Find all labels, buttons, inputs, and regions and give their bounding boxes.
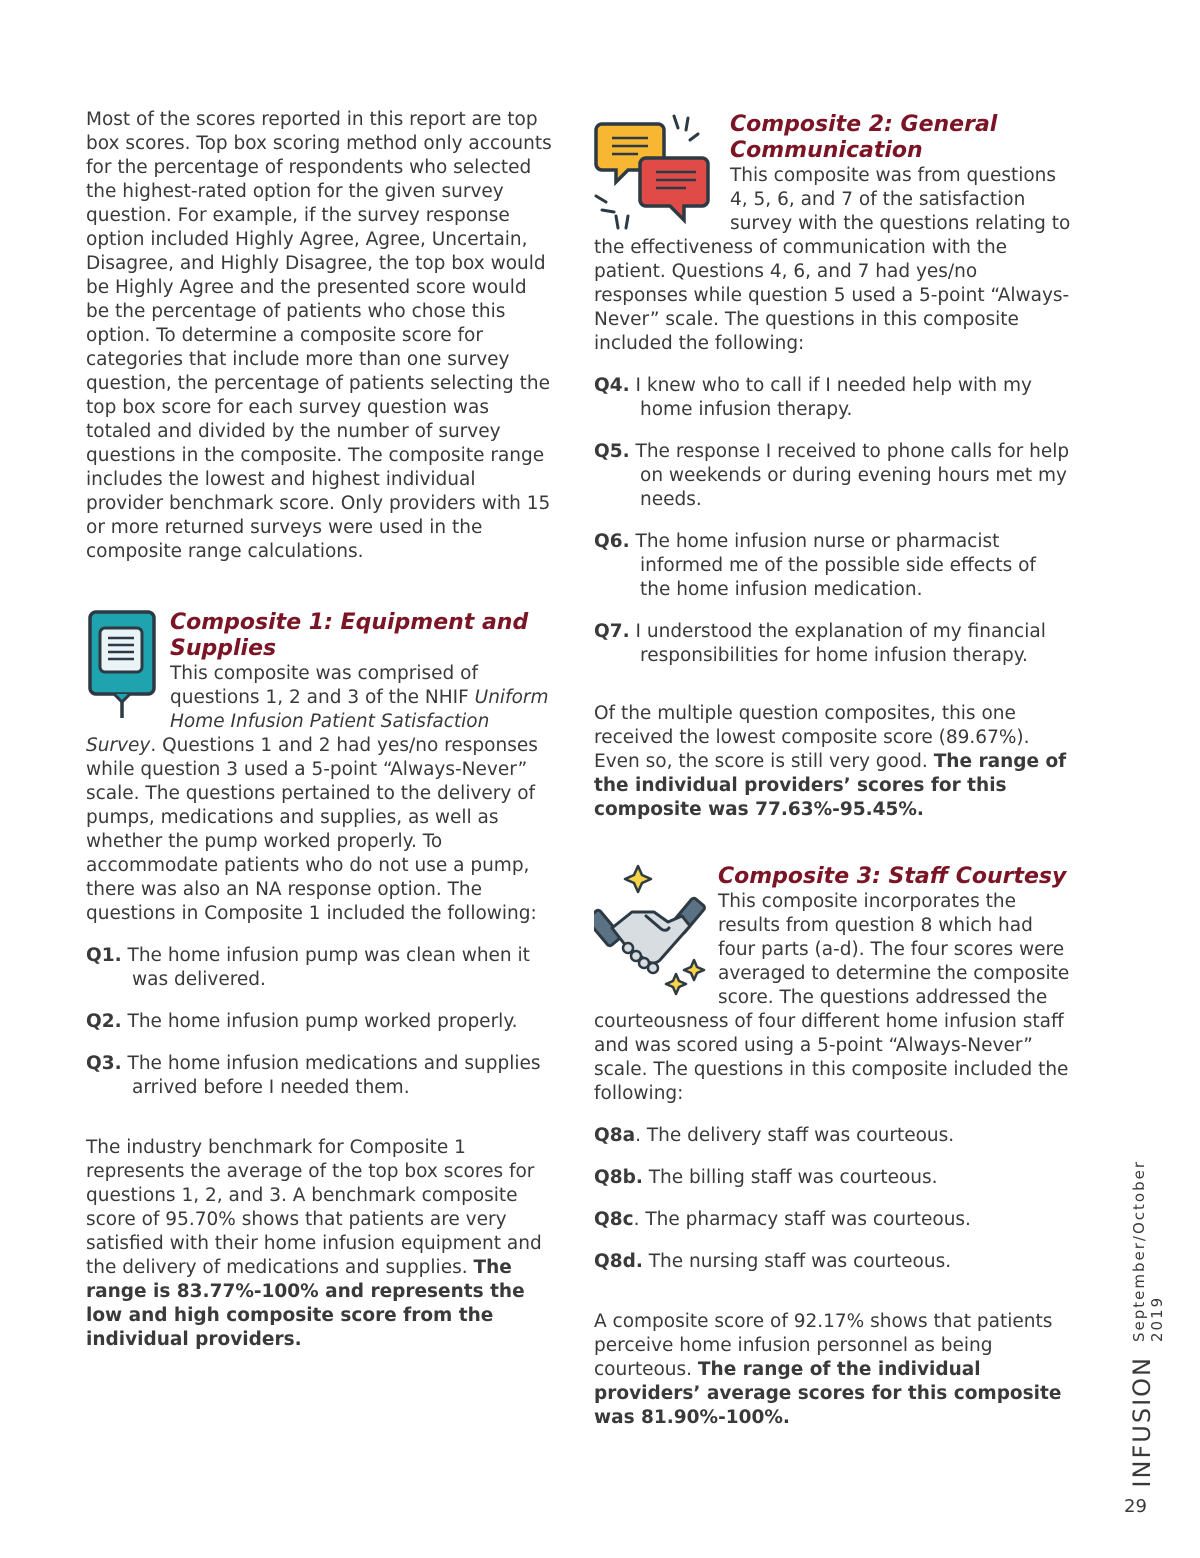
- composite-2-heading: Composite 2: General Communication: [730, 112, 998, 163]
- question-text: The home infusion pump worked properly.: [127, 1011, 518, 1032]
- question-item: [594, 1124, 1072, 1148]
- question-item: [86, 944, 554, 992]
- question-number: Q8a: [594, 1125, 636, 1146]
- question-number: Q8c: [594, 1209, 634, 1230]
- question-number: Q5.: [594, 441, 630, 462]
- question-item: [594, 1208, 1072, 1232]
- question-item: [594, 1166, 1072, 1190]
- right-column: [594, 112, 1072, 1430]
- question-item: [86, 1010, 554, 1034]
- composite-3-range: The range of the individual providers’ average scores for this composite was 81.90%-100%.: [594, 1359, 1062, 1428]
- handshake-icon: [594, 864, 710, 1004]
- composite-3-questions: [594, 1124, 1072, 1274]
- question-number: Q2.: [86, 1011, 122, 1032]
- composite-3-section: [594, 864, 1072, 1106]
- question-item: [594, 440, 1072, 512]
- question-number: Q8b.: [594, 1167, 643, 1188]
- composite-3-summary-text: A composite score of 92.17% shows that patients perceive home infusion personnel as being courteous.: [594, 1311, 1053, 1380]
- question-text: . The pharmacy staff was courteous.: [633, 1209, 971, 1230]
- question-item: [594, 530, 1072, 602]
- composite-1-range: The range is 83.77%-100% and represents the low and high composite score from the individual providers.: [86, 1257, 525, 1350]
- question-text: The home infusion medications and supplies arrived before I needed them.: [127, 1053, 541, 1098]
- composite-2-summary-text: Of the multiple question composites, this one received the lowest composite score (89.67%). Even so, the score is still very good.: [594, 703, 1030, 772]
- question-number: Q7.: [594, 621, 630, 642]
- iv-bag-icon: [86, 610, 158, 722]
- question-text: The nursing staff was courteous.: [642, 1251, 952, 1272]
- composite-3-summary: [594, 1310, 1072, 1430]
- question-item: [594, 374, 1072, 422]
- question-text: The home infusion pump was clean when it was delivered.: [127, 945, 530, 990]
- composite-3-heading: Composite 3: Staff Courtesy: [718, 864, 1067, 889]
- composite-3-description: This composite incorporates the results from question 8 which had four parts (a-d). The four scores were averaged to determine the composite score. The questions addressed the courteousness of four different home infusion staff and was scored using a 5-point “Always-Never” scale. The questions in this composite included the following:: [594, 891, 1070, 1104]
- question-number: Q6.: [594, 531, 630, 552]
- question-item: [594, 1250, 1072, 1274]
- composite-2-section: [594, 112, 1072, 356]
- left-column: [86, 108, 554, 1352]
- question-number: Q3.: [86, 1053, 122, 1074]
- question-number: Q4.: [594, 375, 630, 396]
- intro-paragraph: Most of the scores reported in this report are top box scores. Top box scoring method only accounts for the percentage of respondents who selected the highest-rated option for the given survey question. For example, if the survey response option included Highly Agree, Agree, Uncertain, Disagree, and Highly Disagree, the top box would be Highly Agree and the presented score would be the percentage of patients who chose this option. To determine a composite score for categories that include more than one survey question, the percentage of patients selecting the top box score for each survey question was totaled and divided by the number of survey questions in the composite. The composite range includes the lowest and highest individual provider benchmark score. Only providers with 15 or more returned surveys were used in the composite range calculations.: [86, 109, 552, 562]
- question-text: The billing staff was courteous.: [642, 1167, 938, 1188]
- question-text: The home infusion nurse or pharmacist informed me of the possible side effects of the home infusion medication.: [635, 531, 1036, 600]
- composite-1-summary: [86, 1136, 554, 1352]
- composite-2-description: This composite was from questions 4, 5, 6, and 7 of the satisfaction survey with the questions relating to the effectiveness of communication with the patient. Questions 4, 6, and 7 had yes/no responses while question 5 used a 5-point “Always-Never” scale. The questions in this composite included the following:: [594, 165, 1071, 354]
- question-text: . The delivery staff was courteous.: [635, 1125, 955, 1146]
- question-number: Q8d.: [594, 1251, 643, 1272]
- survey-name: Uniform Home Infusion Patient Satisfaction Survey: [86, 687, 549, 756]
- composite-1-text-b: . Questions 1 and 2 had yes/no responses while question 3 used a 5-point “Always-Never” scale. The questions pertained to the delivery of pumps, medications and supplies, as well as whether the pump worked properly. To accommodate patients who do not use a pump, there was also an NA response option. The questions in Composite 1 included the following:: [86, 735, 538, 924]
- chat-bubbles-icon: [594, 112, 722, 236]
- question-item: [86, 1052, 554, 1100]
- question-item: [594, 620, 1072, 668]
- composite-2-summary: [594, 702, 1072, 822]
- issue-date: September/October 2019: [1130, 1160, 1166, 1342]
- question-text: I knew who to call if I needed help with my home infusion therapy.: [635, 375, 1032, 420]
- question-number: Q1.: [86, 945, 122, 966]
- question-text: The response I received to phone calls for help on weekends or during evening hours met my needs.: [635, 441, 1070, 510]
- composite-2-questions: [594, 374, 1072, 668]
- page-number: 29: [1124, 1496, 1147, 1517]
- composite-2-range: The range of the individual providers’ scores for this composite was 77.63%-95.45%.: [594, 751, 1067, 820]
- composite-1-questions: [86, 944, 554, 1100]
- question-text: I understood the explanation of my financial responsibilities for home infusion therapy.: [635, 621, 1046, 666]
- composite-1-summary-text: The industry benchmark for Composite 1 represents the average of the top box scores for questions 1, 2, and 3. A benchmark composite score of 95.70% shows that patients are very satisfied with their home infusion equipment and the delivery of medications and supplies.: [86, 1137, 542, 1278]
- magazine-brand: INFUSION: [1128, 1356, 1156, 1488]
- composite-1-heading: Composite 1: Equipment and Supplies: [170, 610, 529, 661]
- composite-1-text-a: This composite was comprised of questions 1, 2 and 3 of the NHIF: [170, 663, 479, 708]
- composite-1-section: [86, 610, 554, 926]
